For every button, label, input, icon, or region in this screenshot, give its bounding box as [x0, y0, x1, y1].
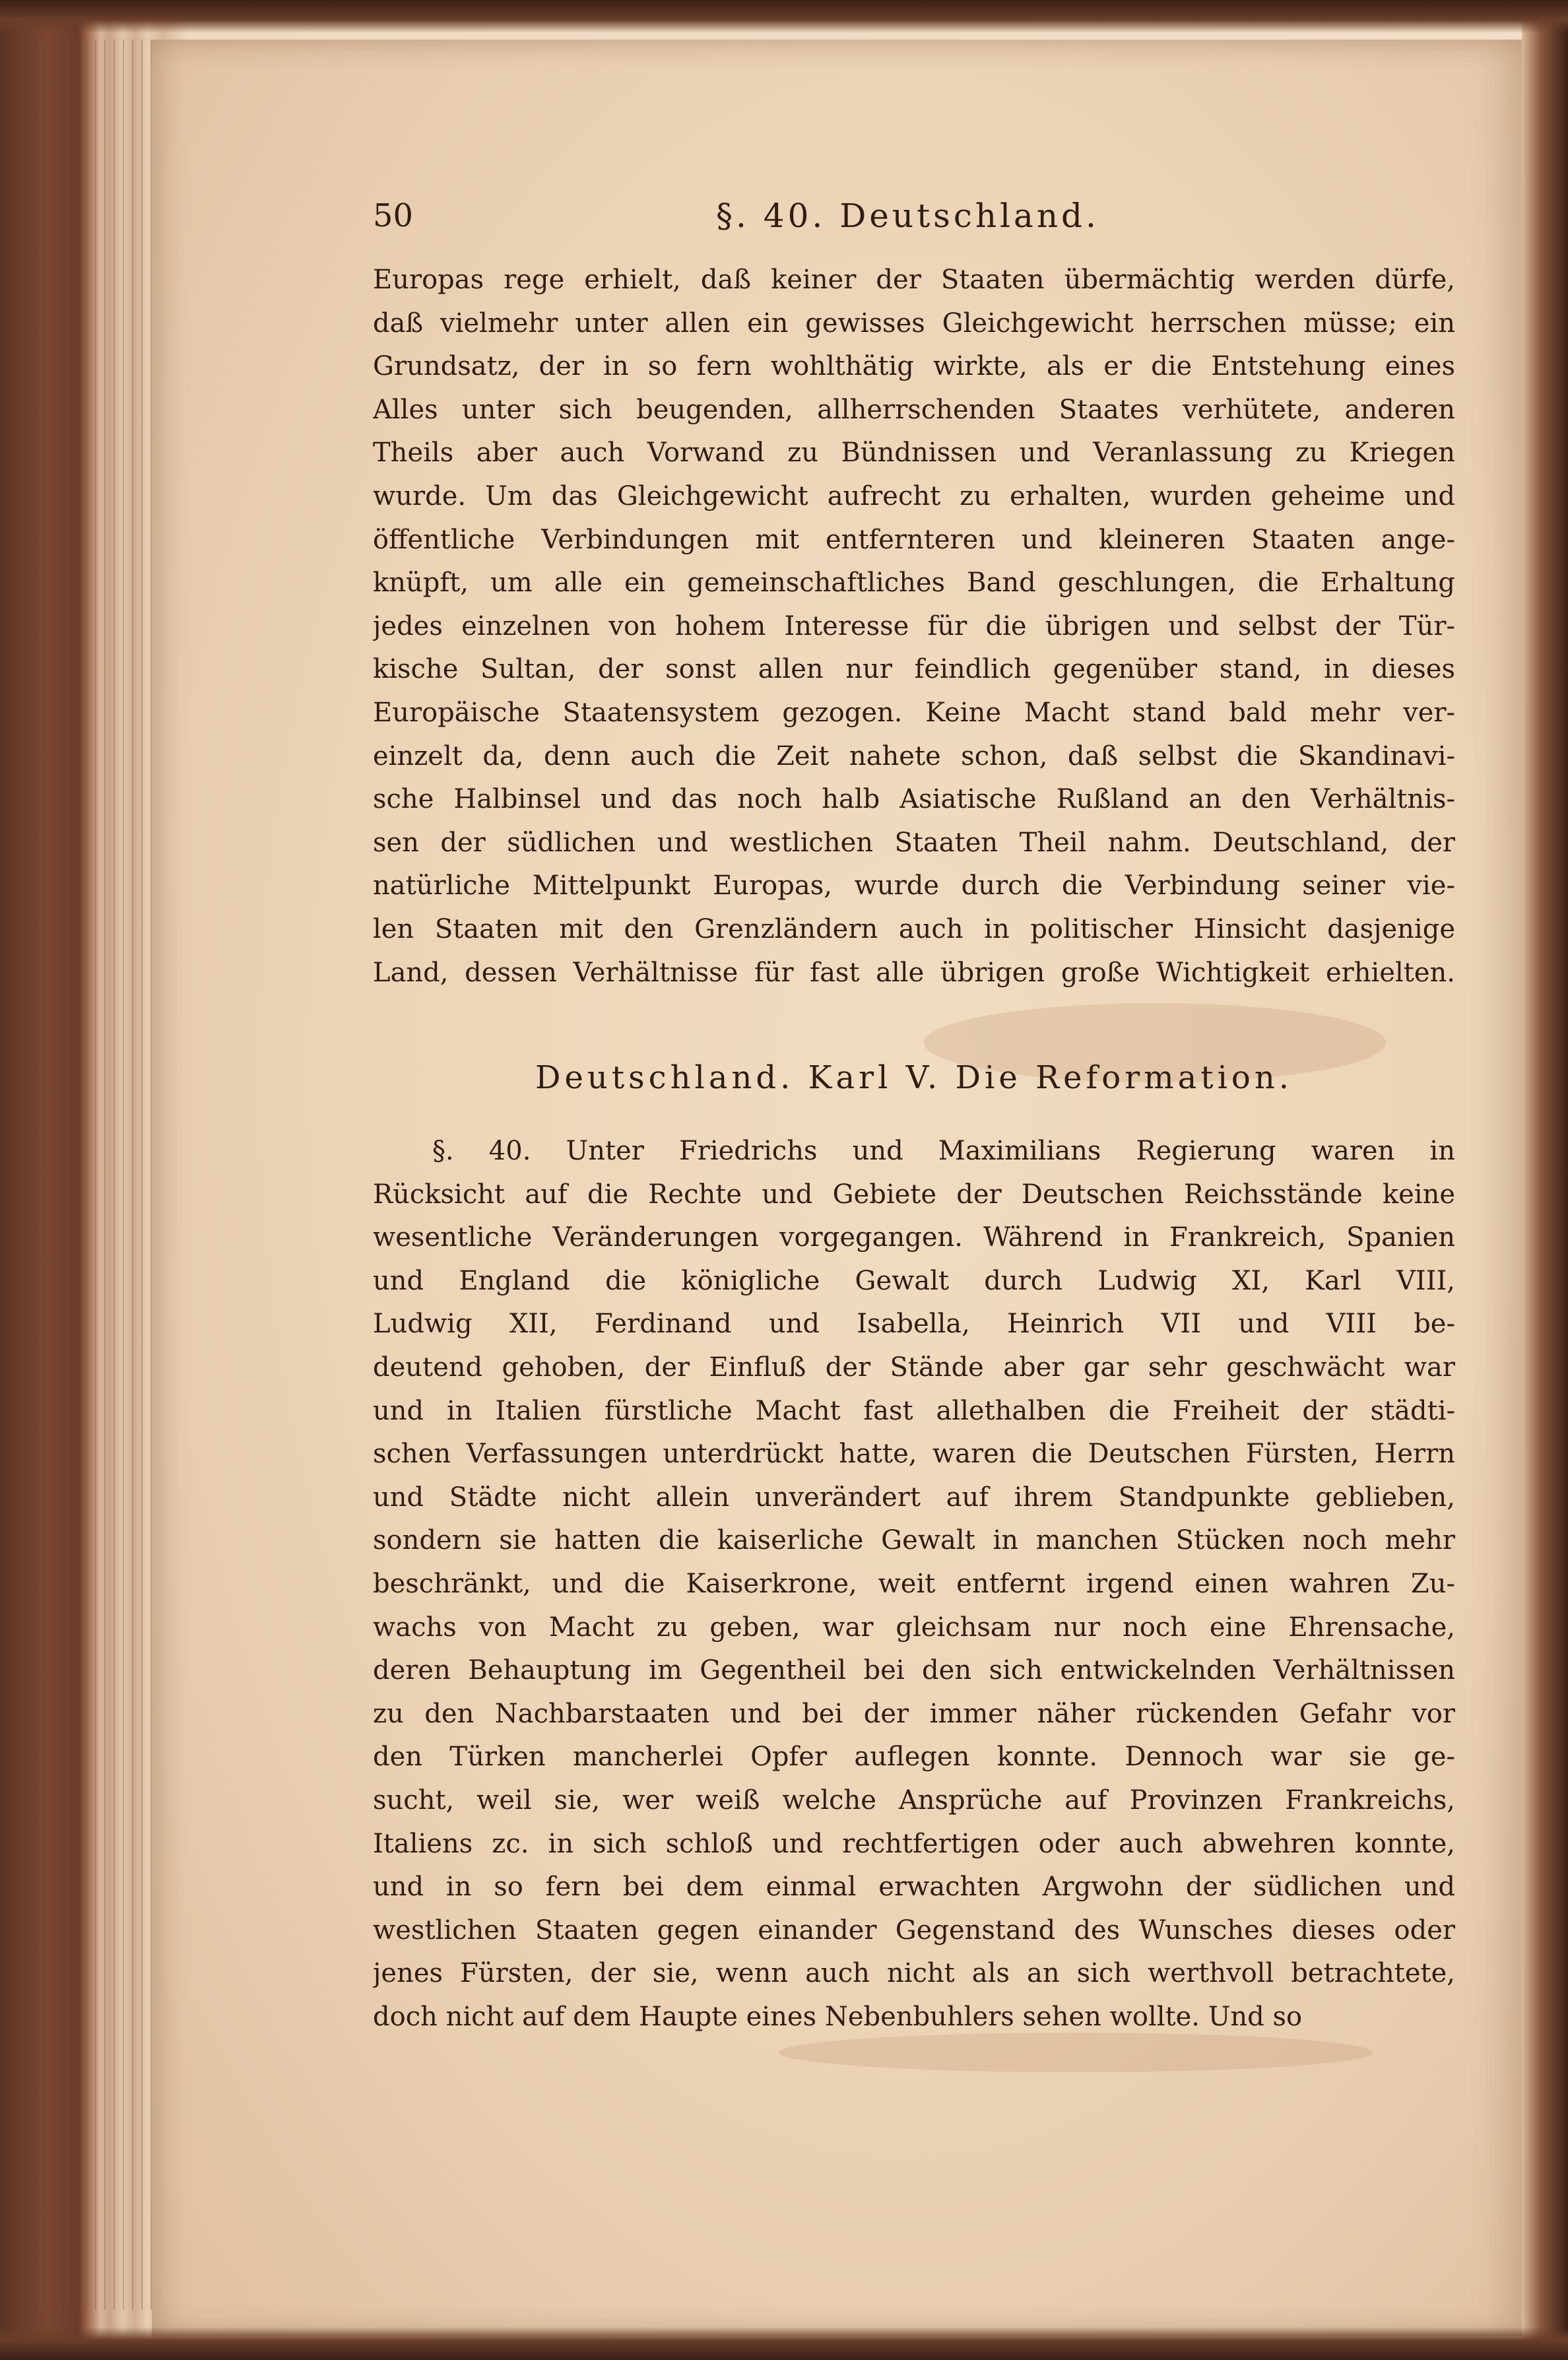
text-line: sen der südlichen und westlichen Staaten Theil nahm. Deutschland, der: [373, 827, 1455, 858]
text-line: und England die königliche Gewalt durch Ludwig XI, Karl VIII,: [373, 1265, 1455, 1296]
paragraph-2: [373, 1130, 1455, 2039]
text-line: daß vielmehr unter allen ein gewisses Gleichgewicht herrschen müsse; ein: [373, 308, 1455, 339]
text-line: den Türken mancherlei Opfer auflegen konnte. Dennoch war sie ge-: [373, 1742, 1455, 1773]
text-line: Europäische Staatensystem gezogen. Keine Macht stand bald mehr ver-: [373, 697, 1455, 728]
text-line: einzelt da, denn auch die Zeit nahete schon, daß selbst die Skandinavi-: [373, 740, 1455, 771]
section-heading: Deutschland. Karl V. Die Reformation.: [535, 1059, 1293, 1096]
text-line: kische Sultan, der sonst allen nur feindlich gegenüber stand, in dieses: [373, 654, 1455, 685]
text-line: sche Halbinsel und das noch halb Asiatische Rußland an den Verhältnis-: [373, 784, 1455, 815]
bottom-cover-edge: [0, 2327, 1568, 2360]
paragraph-1: [373, 259, 1455, 995]
text-line: §. 40. Unter Friedrichs und Maximilians Regierung waren in: [432, 1136, 1455, 1166]
text-line: wesentliche Veränderungen vorgegangen. Während in Frankreich, Spanien: [373, 1222, 1455, 1253]
page-header: [373, 193, 1455, 239]
text-line: wachs von Macht zu geben, war gleichsam nur noch eine Ehrensache,: [373, 1612, 1455, 1643]
text-line: len Staaten mit den Grenzländern auch in politischer Hinsicht dasjenige: [373, 913, 1455, 944]
text-line: zu den Nachbarstaaten und bei der immer näher rückenden Gefahr vor: [373, 1698, 1455, 1729]
text-line: beschränkt, und die Kaiserkrone, weit entfernt irgend einen wahren Zu-: [373, 1568, 1455, 1599]
running-head: §. 40. Deutschland.: [716, 197, 1099, 235]
right-cover-edge: [1522, 0, 1568, 2360]
text-line: westlichen Staaten gegen einander Gegenstand des Wunsches dieses oder: [373, 1915, 1455, 1946]
text-line: jedes einzelnen von hohem Interesse für die übrigen und selbst der Tür-: [373, 610, 1455, 641]
text-line: doch nicht auf dem Haupte eines Nebenbuhlers sehen wollte. Und so: [373, 2001, 1303, 2032]
text-line: Ludwig XII, Ferdinand und Isabella, Heinrich VII und VIII be-: [373, 1309, 1455, 1340]
text-line: Land, dessen Verhältnisse für fast alle übrigen große Wichtigkeit erhielten.: [373, 957, 1455, 988]
text-line: natürliche Mittelpunkt Europas, wurde durch die Verbindung seiner vie-: [373, 870, 1455, 901]
text-line: deutend gehoben, der Einfluß der Stände aber gar sehr geschwächt war: [373, 1352, 1455, 1383]
text-line: und in so fern bei dem einmal erwachten Argwohn der südlichen und: [373, 1872, 1455, 1903]
text-line: Alles unter sich beugenden, allherrschenden Staates verhütete, anderen: [373, 394, 1455, 425]
text-line: Grundsatz, der in so fern wohlthätig wirkte, als er die Entstehung eines: [373, 351, 1455, 382]
text-line: schen Verfassungen unterdrückt hatte, waren die Deutschen Fürsten, Herrn: [373, 1439, 1455, 1470]
text-line: und in Italien fürstliche Macht fast allethalben die Freiheit der städti-: [373, 1395, 1455, 1426]
text-line: sucht, weil sie, wer weiß welche Ansprüche auf Provinzen Frankreichs,: [373, 1785, 1455, 1816]
text-line: und Städte nicht allein unverändert auf ihrem Standpunkte geblieben,: [373, 1482, 1455, 1513]
text-line: sondern sie hatten die kaiserliche Gewalt in manchen Stücken noch mehr: [373, 1525, 1455, 1556]
text-line: deren Behauptung im Gegentheil bei den sich entwickelnden Verhältnissen: [373, 1655, 1455, 1686]
text-line: wurde. Um das Gleichgewicht aufrecht zu erhalten, wurden geheime und: [373, 480, 1455, 511]
page-number: 50: [373, 197, 414, 234]
text-line: öffentliche Verbindungen mit entfernteren und kleineren Staaten ange-: [373, 524, 1455, 555]
text-line: Rücksicht auf die Rechte und Gebiete der Deutschen Reichsstände keine: [373, 1179, 1455, 1210]
text-line: Europas rege erhielt, daß keiner der Staaten übermächtig werden dürfe,: [373, 265, 1455, 295]
text-line: jenes Fürsten, der sie, wenn auch nicht als an sich werthvoll betrachtete,: [373, 1958, 1455, 1989]
text-line: Italiens zc. in sich schloß und rechtfertigen oder auch abwehren konnte,: [373, 1828, 1455, 1859]
text-line: Theils aber auch Vorwand zu Bündnissen und Veranlassung zu Kriegen: [373, 438, 1455, 469]
text-line: knüpft, um alle ein gemeinschaftliches Band geschlungen, die Erhaltung: [373, 568, 1455, 599]
top-cover-edge: [0, 0, 1568, 33]
